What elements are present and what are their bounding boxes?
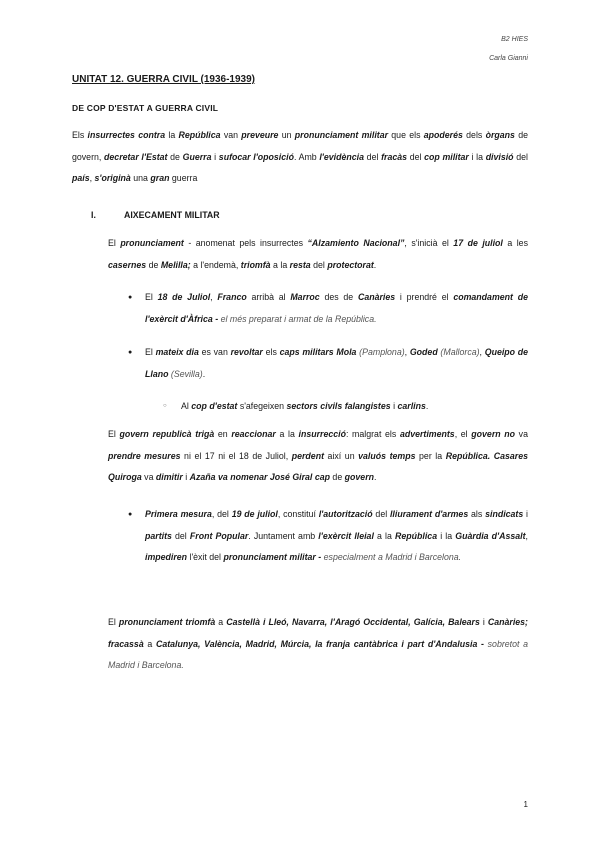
intro-paragraph: Els insurrectes contra la República van preveure un pronunciament militar que els apoderés dels òrgans de govern, decretar l'Estat de Guerra i sufocar l'oposició. Amb l'evidència del fracàs del cop militar i la divisió del país, s'originà una gran guerra	[72, 130, 528, 183]
bullet-dot: ●	[128, 294, 133, 301]
section-number: I.	[91, 210, 96, 220]
paragraph-triomf-fracas: El pronunciament triomfà a Castellà i Lleó, Navarra, l'Aragó Occidental, Galícia, Balears i Canàries; fracassà a Catalunya, València, Madrid, Múrcia, la franja cantàbrica i part d'Andalusia - sobretot a Madrid i Barcelona.	[108, 617, 529, 670]
page-title: UNITAT 12. GUERRA CIVIL (1936-1939)	[72, 74, 256, 85]
bullet-item-primera-mesura: Primera mesura, del 19 de juliol, constituí l'autorització del lliurament d'armes als sindicats i partits del Front Popular. Juntament amb l'exèrcit lleial a la República i la Guàrdia d'Assalt, impediren l'èxit del pronunciament militar - especialment a Madrid i Barcelona.	[145, 509, 529, 562]
bullet-item-franco: El 18 de Juliol, Franco arribà al Marroc des de Canàries i prendré el comandament de l'exèrcit d'Àfrica - el més preparat i armat de la República.	[145, 292, 528, 324]
sub-bullet-circle: ○	[163, 403, 167, 409]
sub-bullet-item-civils: Al cop d'estat s'afegeixen sectors civils falangistes i carlins.	[181, 401, 429, 411]
bullet-dot: ●	[128, 511, 133, 518]
section-subtitle: DE COP D'ESTAT A GUERRA CIVIL	[72, 103, 219, 113]
section-heading: AIXECAMENT MILITAR	[124, 210, 220, 220]
page-number: 1	[523, 800, 528, 809]
bullet-item-caps-militars: El mateix dia es van revoltar els caps militars Mola (Pamplona), Goded (Mallorca), Queipo de Llano (Sevilla).	[145, 347, 529, 379]
bullet-dot: ●	[128, 349, 133, 356]
header-course: B2 HIES	[501, 36, 528, 43]
paragraph-govern: El govern republicà trigà en reaccionar a la insurrecció: malgrat els advertiments, el govern no va prendre mesures ni el 17 ni el 18 de Juliol, perdent així un valuós temps per la República. Casares Quiroga va dimitir i Azaña va nomenar José Giral cap de govern.	[108, 429, 528, 482]
paragraph-pronunciament: El pronunciament - anomenat pels insurrectes “Alzamiento Nacional”, s'inicià el 17 de juliol a les casernes de Melilla; a l'endemà, triomfà a la resta del protectorat.	[108, 238, 528, 270]
header-author: Carla Gianni	[489, 55, 528, 62]
